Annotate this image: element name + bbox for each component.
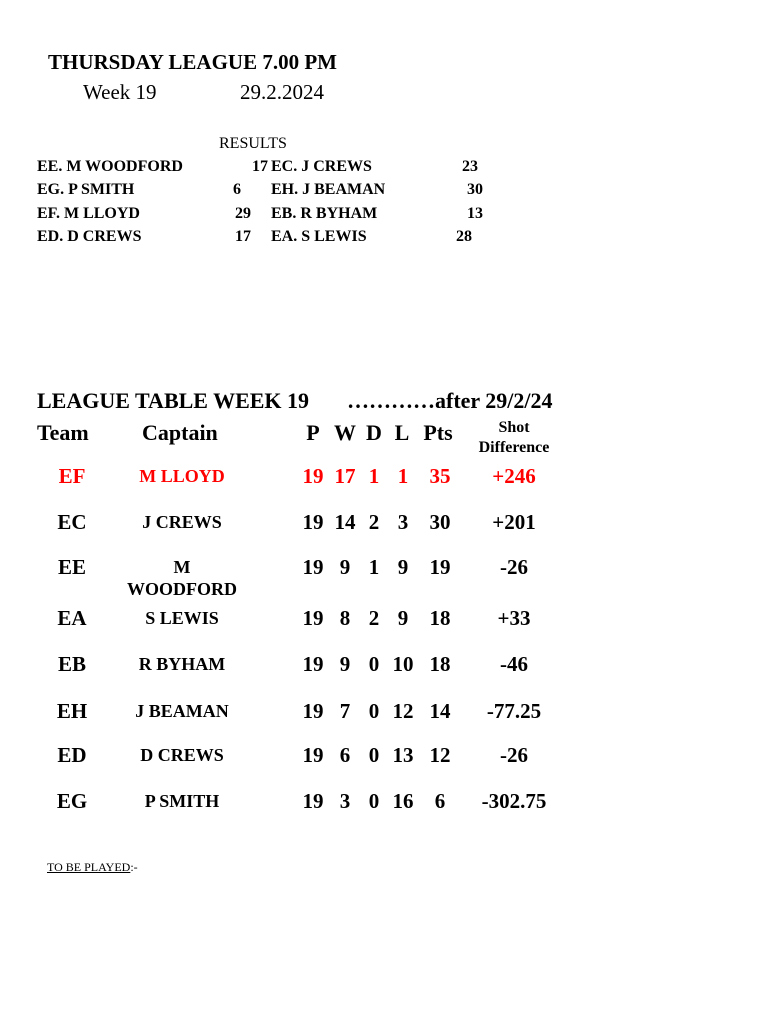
col-team: Team bbox=[37, 420, 89, 445]
cell-l: 1 bbox=[397, 464, 409, 488]
cell-team: ED bbox=[57, 743, 87, 767]
cell-w: 3 bbox=[339, 789, 351, 813]
cell-w: 8 bbox=[339, 606, 351, 630]
cell-d: 1 bbox=[368, 555, 380, 579]
cell-diff: -26 bbox=[500, 743, 528, 767]
page-title: THURSDAY LEAGUE 7.00 PM bbox=[48, 50, 337, 74]
cell-d: 0 bbox=[368, 699, 380, 723]
result-away: EC. J CREWS bbox=[271, 158, 372, 175]
cell-w: 9 bbox=[339, 652, 351, 676]
result-home-score: 17 bbox=[252, 158, 268, 175]
to-be-played bbox=[47, 860, 138, 875]
result-away-score: 13 bbox=[467, 205, 483, 222]
cell-p: 19 bbox=[302, 789, 324, 813]
result-home: ED. D CREWS bbox=[37, 228, 142, 245]
cell-captain: S LEWIS bbox=[145, 608, 219, 628]
league-after-date: …………after 29/2/24 bbox=[347, 388, 553, 413]
col-shot: Shot bbox=[498, 419, 530, 436]
cell-pts: 12 bbox=[429, 743, 451, 767]
cell-team: EC bbox=[57, 510, 87, 534]
cell-team: EH bbox=[56, 699, 88, 723]
cell-team: EG bbox=[56, 789, 88, 813]
cell-d: 1 bbox=[368, 464, 380, 488]
cell-d: 2 bbox=[368, 510, 380, 534]
cell-p: 19 bbox=[302, 464, 324, 488]
cell-p: 19 bbox=[302, 652, 324, 676]
col-drawn: D bbox=[366, 420, 382, 445]
cell-p: 19 bbox=[302, 699, 324, 723]
cell-team: EB bbox=[57, 652, 86, 676]
result-away-score: 23 bbox=[462, 158, 478, 175]
cell-d: 0 bbox=[368, 789, 380, 813]
cell-diff: +33 bbox=[497, 606, 531, 630]
result-home-score: 29 bbox=[235, 205, 251, 222]
col-points: Pts bbox=[423, 420, 453, 445]
col-won: W bbox=[334, 420, 356, 445]
date-label: 29.2.2024 bbox=[240, 80, 324, 104]
cell-diff: -302.75 bbox=[481, 789, 547, 813]
cell-pts: 14 bbox=[429, 699, 451, 723]
cell-diff: -46 bbox=[500, 652, 528, 676]
result-away-score: 28 bbox=[456, 228, 472, 245]
cell-p: 19 bbox=[302, 510, 324, 534]
cell-captain: M LLOYD bbox=[139, 466, 225, 486]
cell-w: 14 bbox=[334, 510, 356, 534]
cell-p: 19 bbox=[302, 606, 324, 630]
result-away: EH. J BEAMAN bbox=[271, 181, 386, 198]
result-home: EG. P SMITH bbox=[37, 181, 135, 198]
cell-captain: P SMITH bbox=[144, 791, 220, 811]
cell-l: 3 bbox=[397, 510, 409, 534]
result-home: EF. M LLOYD bbox=[37, 205, 140, 222]
cell-p: 19 bbox=[302, 743, 324, 767]
cell-d: 0 bbox=[368, 652, 380, 676]
cell-pts: 18 bbox=[429, 652, 451, 676]
result-home-score: 17 bbox=[235, 228, 251, 245]
col-difference: Difference bbox=[478, 439, 550, 456]
cell-captain: J BEAMAN bbox=[135, 701, 229, 721]
cell-pts: 30 bbox=[429, 510, 451, 534]
result-away: EB. R BYHAM bbox=[271, 205, 378, 222]
cell-l: 9 bbox=[397, 555, 409, 579]
cell-captain: M WOODFORD bbox=[127, 557, 237, 599]
results-heading: RESULTS bbox=[219, 135, 287, 152]
cell-l: 12 bbox=[392, 699, 414, 723]
cell-d: 0 bbox=[368, 743, 380, 767]
league-heading: LEAGUE TABLE WEEK 19 bbox=[37, 388, 310, 413]
to-be-played-suffix: :- bbox=[130, 860, 138, 874]
result-away-score: 30 bbox=[467, 181, 483, 198]
cell-p: 19 bbox=[302, 555, 324, 579]
cell-d: 2 bbox=[368, 606, 380, 630]
cell-pts: 18 bbox=[429, 606, 451, 630]
col-played: P bbox=[306, 420, 320, 445]
cell-pts: 6 bbox=[434, 789, 446, 813]
col-lost: L bbox=[394, 420, 410, 445]
cell-l: 10 bbox=[392, 652, 414, 676]
cell-diff: -77.25 bbox=[486, 699, 542, 723]
cell-diff: +201 bbox=[492, 510, 536, 534]
cell-captain: J CREWS bbox=[142, 512, 222, 532]
week-label: Week 19 bbox=[83, 80, 157, 104]
cell-diff: -26 bbox=[500, 555, 528, 579]
to-be-played-label: TO BE PLAYED bbox=[47, 860, 131, 874]
cell-w: 7 bbox=[339, 699, 351, 723]
cell-team: EF bbox=[58, 464, 86, 488]
cell-w: 9 bbox=[339, 555, 351, 579]
result-home: EE. M WOODFORD bbox=[37, 158, 183, 175]
cell-w: 17 bbox=[334, 464, 356, 488]
cell-pts: 19 bbox=[429, 555, 451, 579]
cell-l: 16 bbox=[392, 789, 414, 813]
result-home-score: 6 bbox=[233, 181, 241, 198]
col-captain: Captain bbox=[142, 420, 218, 445]
cell-l: 9 bbox=[397, 606, 409, 630]
cell-diff: +246 bbox=[492, 464, 536, 488]
cell-pts: 35 bbox=[429, 464, 451, 488]
cell-l: 13 bbox=[392, 743, 414, 767]
cell-captain: R BYHAM bbox=[138, 654, 226, 674]
cell-team: EE bbox=[57, 555, 86, 579]
cell-team: EA bbox=[57, 606, 87, 630]
cell-captain: D CREWS bbox=[140, 745, 224, 765]
cell-w: 6 bbox=[339, 743, 351, 767]
result-away: EA. S LEWIS bbox=[271, 228, 367, 245]
